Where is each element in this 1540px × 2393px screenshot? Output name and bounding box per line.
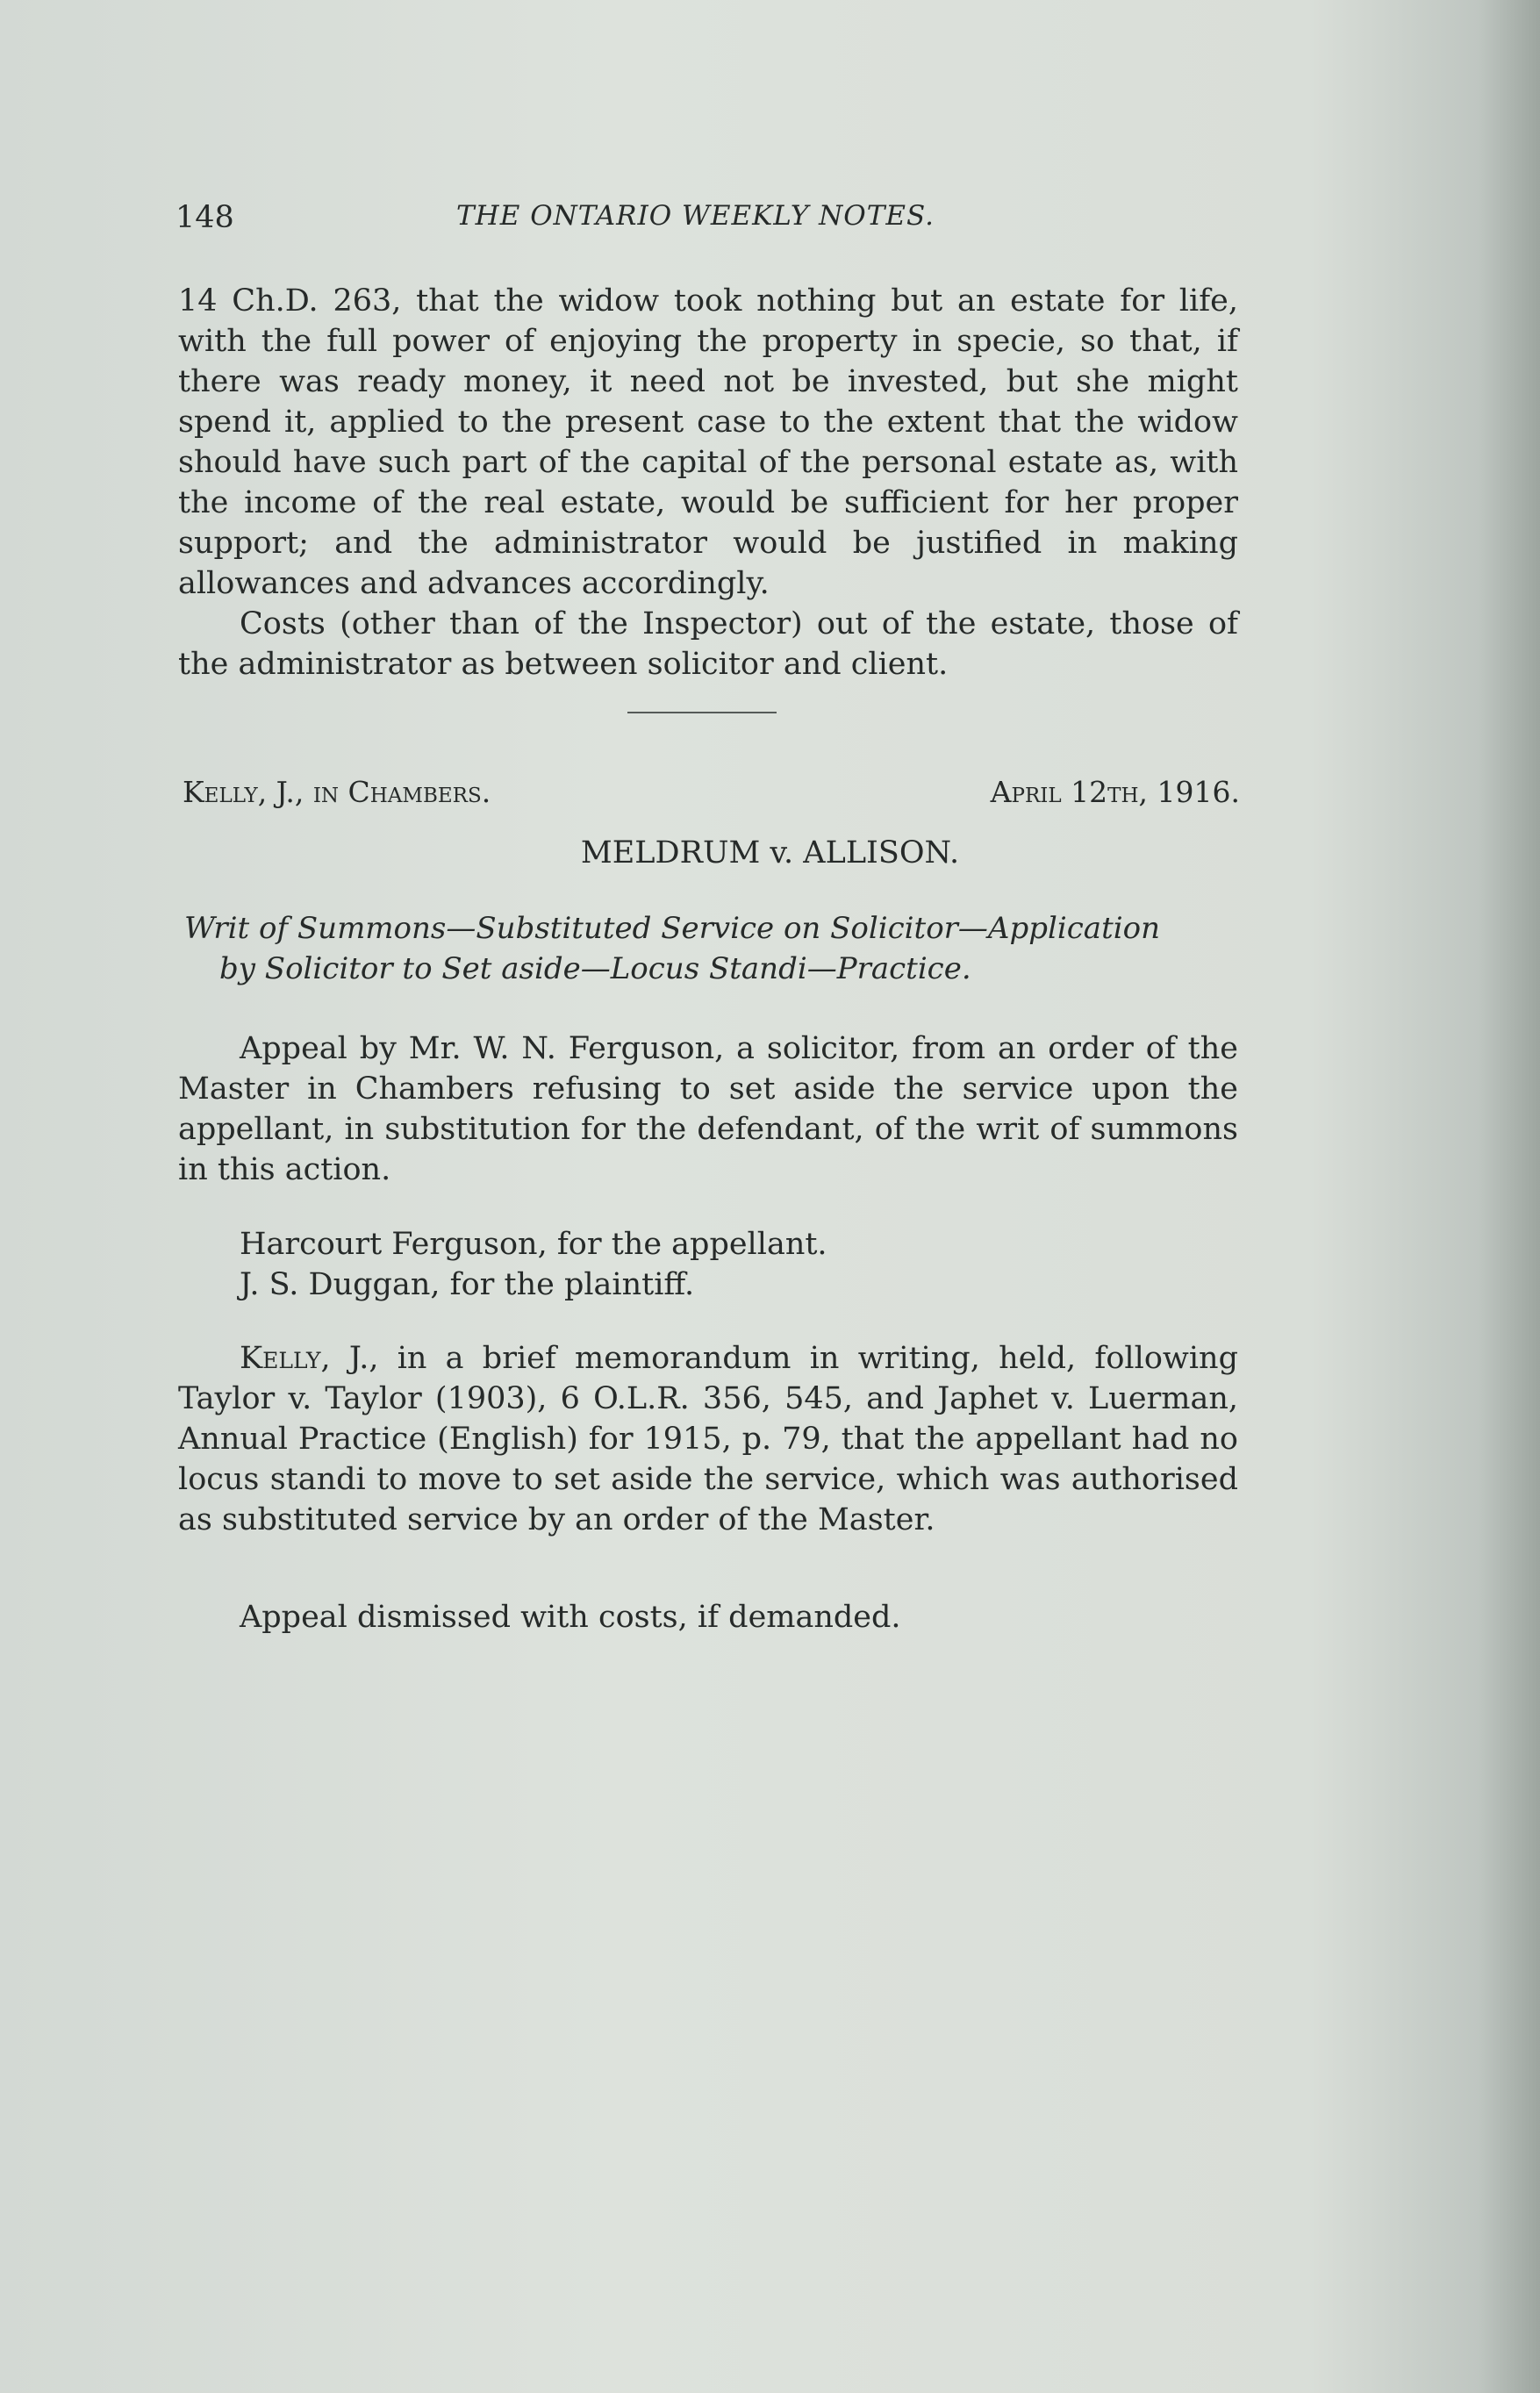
counsel-plaintiff: J. S. Duggan, for the plaintiff.	[240, 1267, 695, 1302]
continued-paragraph-1: 14 Ch.D. 263, that the widow took nothing but an estate for life, with the full power of enjoying the property in specie, so that, if there was ready money, it need not be invested, but she might spend it, applied to the present case to the extent that the widow should have such part of the capital of the personal estate as, with the income of the real estate, would be sufficient for her proper support; and the administrator would be justified in making allowances and advances accordingly.	[178, 283, 1238, 601]
case-title: MELDRUM v. ALLISON.	[580, 835, 960, 871]
continued-text	[178, 281, 1238, 684]
court-name: Kelly, J., in Chambers.	[183, 775, 491, 809]
judgment-text: , in a brief memorandum in writing, held, following Taylor v. Taylor (1903), 6 O.L.R. 356, 545, and Japhet v. Luerman, Annual Practice (English) for 1915, p. 79, that the appellant had no locus standi to move to set aside the service, which was authorised as substituted service by an order of the Master.	[178, 1341, 1238, 1537]
continued-paragraph-2: Costs (other than of the Inspector) out of the estate, those of the administrator as between solicitor and client.	[178, 606, 1238, 682]
catchwords	[184, 908, 1250, 989]
counsel-appellant: Harcourt Ferguson, for the appellant.	[240, 1227, 827, 1262]
result-paragraph: Appeal dismissed with costs, if demanded.	[240, 1600, 901, 1635]
counsel-block	[178, 1224, 1238, 1305]
result-block	[178, 1597, 1238, 1637]
judge-name: Kelly, J.	[240, 1341, 369, 1376]
appeal-paragraph-block	[178, 1028, 1238, 1190]
judgment-block	[178, 1338, 1238, 1540]
section-divider	[627, 712, 777, 713]
decision-date: April 12th, 1916.	[990, 775, 1240, 809]
appeal-paragraph: Appeal by Mr. W. N. Ferguson, a solicitor, from an order of the Master in Chambers refusing to set aside the service upon the appellant, in substitution for the defendant, of the writ of summons in this action.	[178, 1031, 1238, 1187]
page-header	[175, 200, 1255, 244]
running-head: THE ONTARIO WEEKLY NOTES.	[456, 200, 935, 232]
judgment-paragraph	[178, 1338, 1238, 1540]
catchwords-line-1: Writ of Summons—Substituted Service on Solicitor—Application	[184, 911, 1160, 946]
page-number: 148	[175, 200, 234, 235]
catchwords-line-2: by Solicitor to Set aside—Locus Standi—Practice.	[219, 951, 971, 986]
